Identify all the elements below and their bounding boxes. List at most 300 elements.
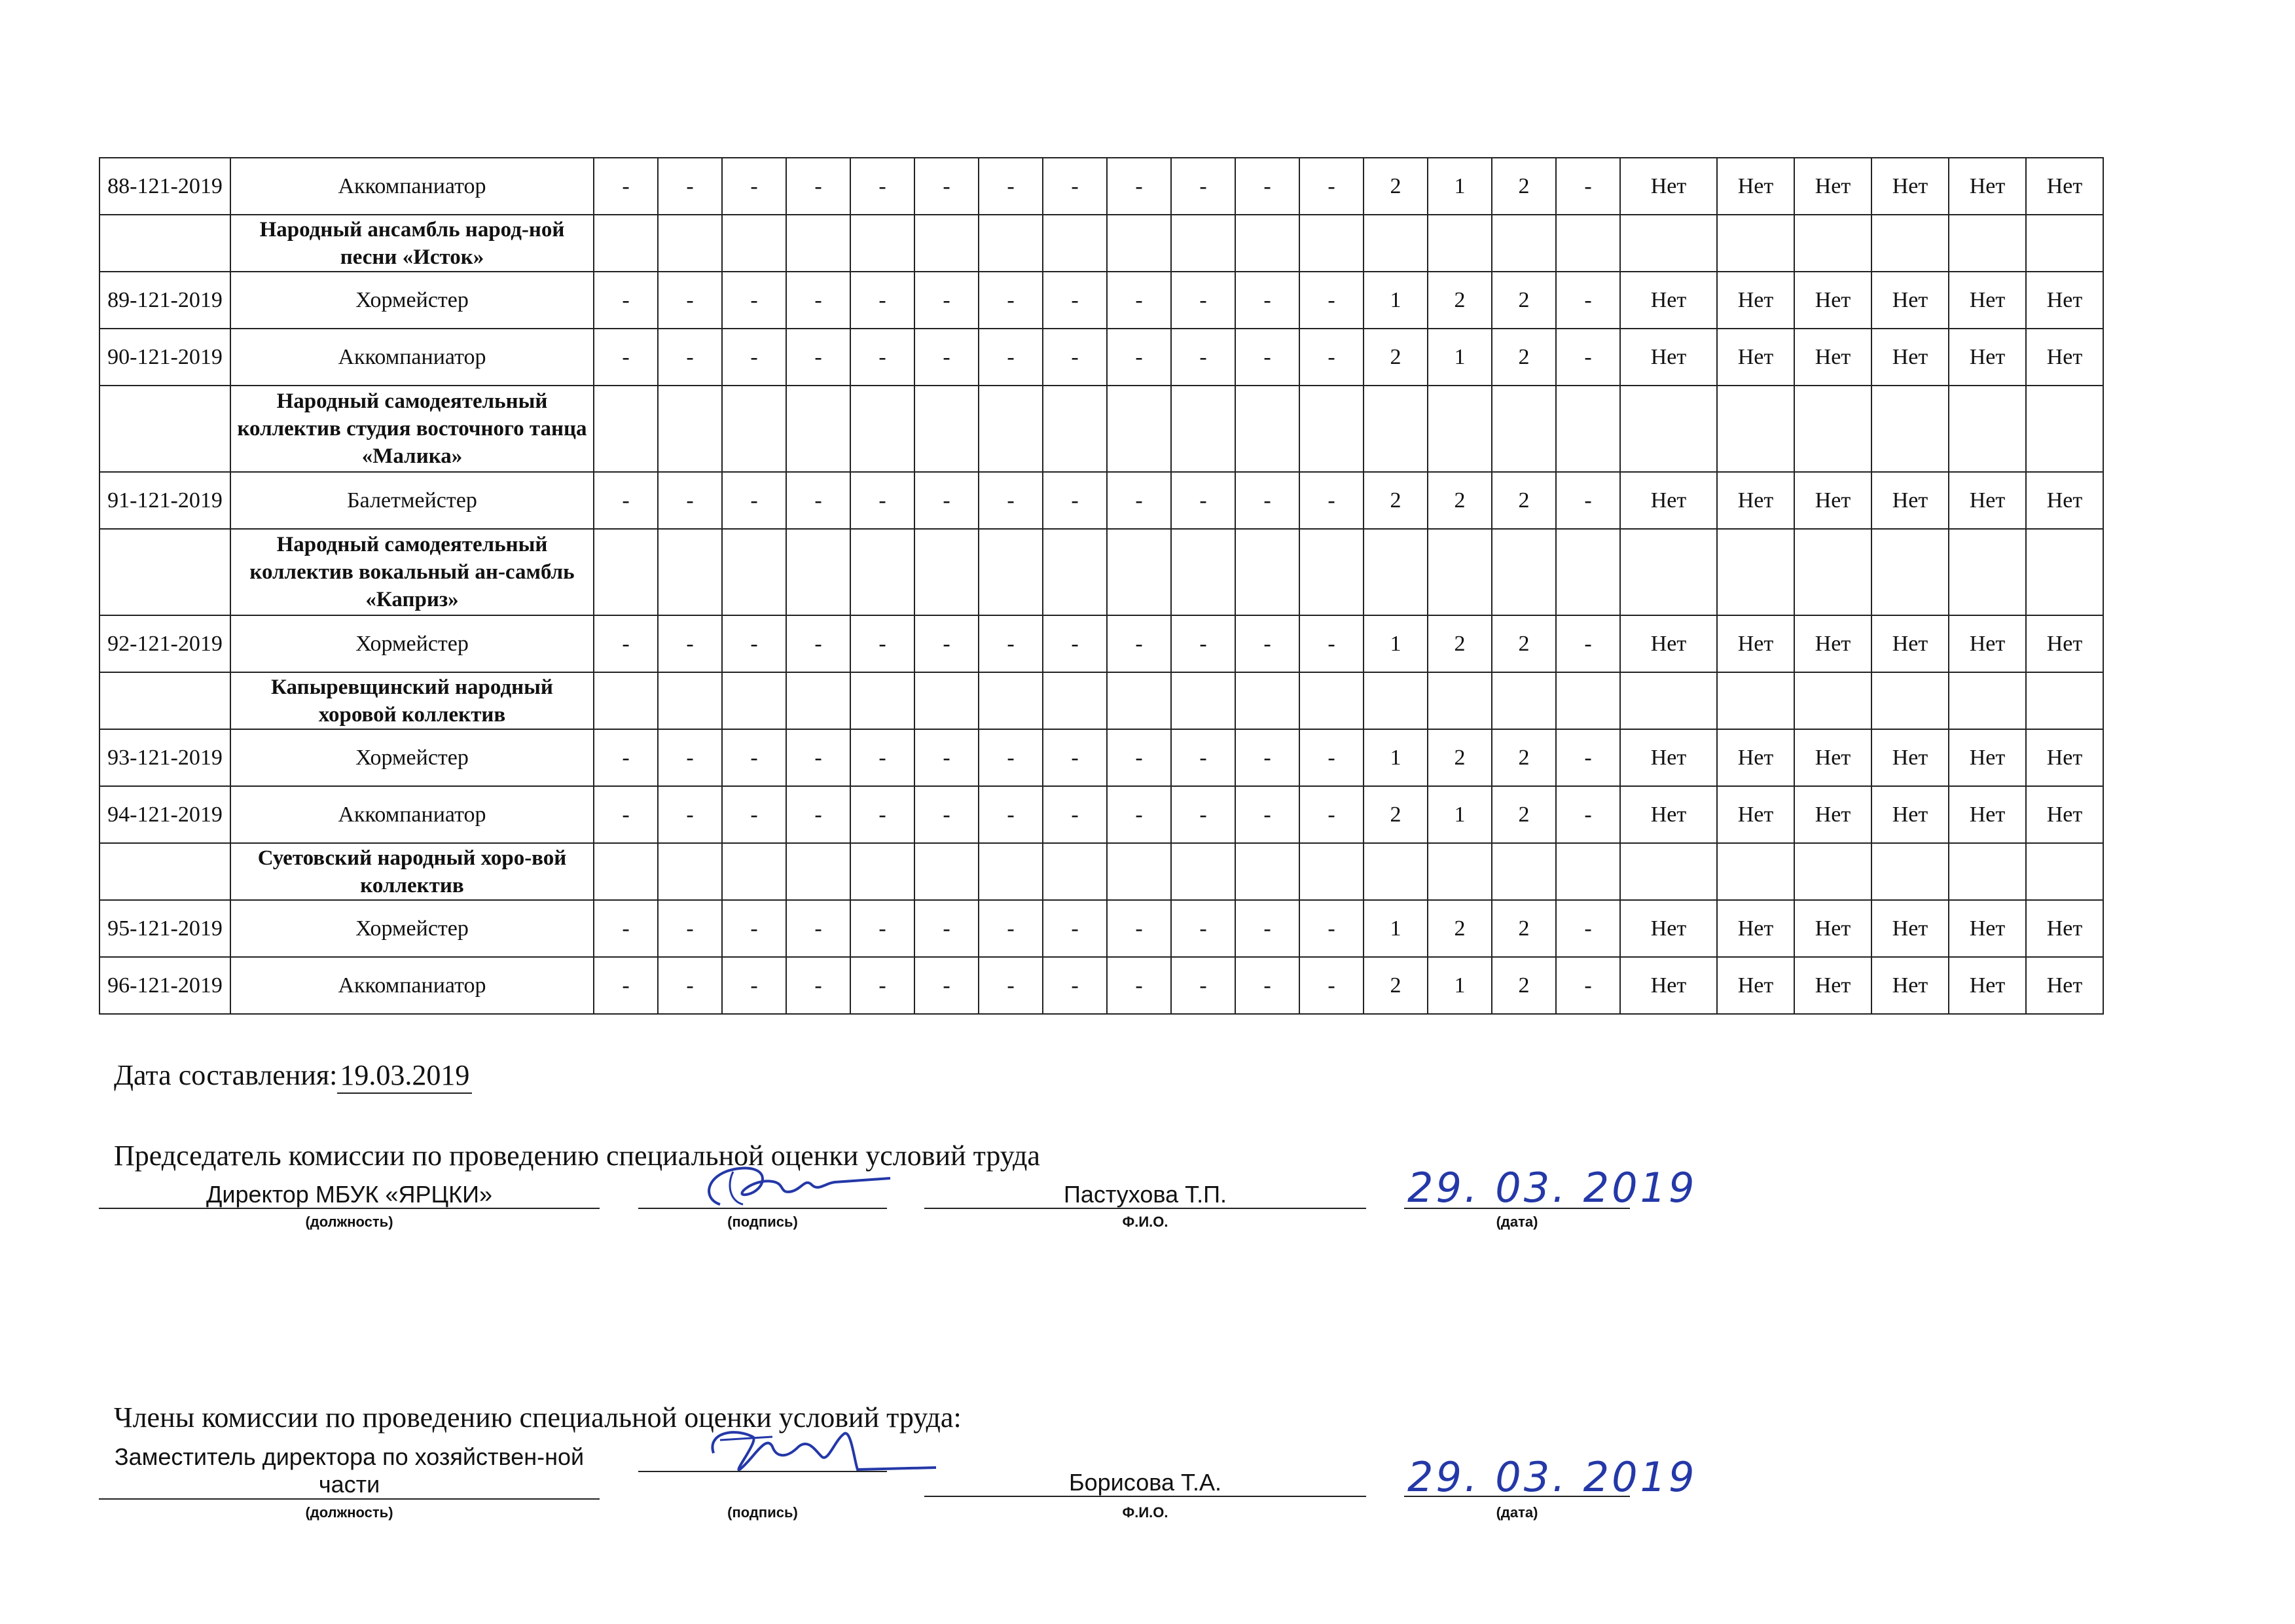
chairman-fio: Пастухова Т.П.	[924, 1182, 1366, 1209]
flag-cell: Нет	[1717, 729, 1794, 786]
empty-cell	[1717, 386, 1794, 472]
dash-cell: -	[979, 615, 1043, 672]
empty-cell	[786, 843, 850, 900]
flag-cell: Нет	[2026, 786, 2103, 843]
empty-cell	[594, 215, 658, 272]
empty-cell	[658, 672, 722, 729]
flag-cell: Нет	[1949, 957, 2026, 1014]
flag-cell: Нет	[2026, 729, 2103, 786]
dash-cell: -	[979, 329, 1043, 386]
empty-cell	[722, 529, 786, 615]
empty-cell	[914, 215, 979, 272]
dash-cell: -	[1235, 158, 1299, 215]
empty-cell	[1949, 672, 2026, 729]
empty-cell	[1794, 672, 1871, 729]
empty-cell	[1171, 672, 1235, 729]
empty-cell	[850, 843, 914, 900]
dash-cell: -	[850, 472, 914, 529]
empty-cell	[658, 843, 722, 900]
empty-cell	[1428, 386, 1492, 472]
flag-cell: Нет	[1949, 729, 2026, 786]
empty-cell	[658, 215, 722, 272]
empty-cell	[1717, 215, 1794, 272]
dash-cell: -	[786, 900, 850, 957]
empty-cell	[1235, 672, 1299, 729]
dash-cell: -	[979, 729, 1043, 786]
dash-cell: -	[1299, 957, 1364, 1014]
job-title-cell: Хормейстер	[230, 615, 594, 672]
flag-cell: Нет	[1717, 472, 1794, 529]
empty-cell	[1107, 215, 1171, 272]
empty-cell	[1949, 529, 2026, 615]
value-cell: 2	[1492, 472, 1556, 529]
value-cell: 2	[1364, 786, 1428, 843]
flag-cell: Нет	[2026, 272, 2103, 329]
chairman-fio-caption: Ф.И.О.	[1122, 1214, 1168, 1230]
dash-cell: -	[722, 472, 786, 529]
flag-cell: Нет	[1794, 900, 1871, 957]
value-cell: 2	[1492, 729, 1556, 786]
flag-cell: Нет	[1949, 272, 2026, 329]
value-cell: 2	[1428, 900, 1492, 957]
empty-cell	[1556, 529, 1620, 615]
dash-cell: -	[594, 329, 658, 386]
workplace-number-cell: 94-121-2019	[99, 786, 230, 843]
members-section-title: Члены комиссии по проведению специальной оценки условий труда:	[114, 1401, 962, 1434]
flag-cell: Нет	[1871, 472, 1949, 529]
dash-cell: -	[1235, 615, 1299, 672]
empty-cell	[2026, 215, 2103, 272]
workplace-number-cell	[99, 386, 230, 472]
empty-cell	[914, 386, 979, 472]
flag-cell: Нет	[1717, 158, 1794, 215]
empty-cell	[1299, 529, 1364, 615]
flag-cell: Нет	[1871, 329, 1949, 386]
dash-cell: -	[722, 786, 786, 843]
dash-cell: -	[786, 329, 850, 386]
empty-cell	[1107, 672, 1171, 729]
dash-cell: -	[914, 900, 979, 957]
value-cell: -	[1556, 158, 1620, 215]
dash-cell: -	[1043, 472, 1107, 529]
dash-cell: -	[914, 615, 979, 672]
empty-cell	[1492, 215, 1556, 272]
workplace-number-cell: 90-121-2019	[99, 329, 230, 386]
empty-cell	[1043, 672, 1107, 729]
dash-cell: -	[786, 729, 850, 786]
flag-cell: Нет	[1871, 957, 1949, 1014]
compilation-date-label: Дата составления:	[114, 1059, 338, 1091]
chairman-position: Директор МБУК «ЯРЦКИ»	[99, 1182, 600, 1209]
empty-cell	[722, 386, 786, 472]
dash-cell: -	[722, 615, 786, 672]
empty-cell	[1235, 529, 1299, 615]
dash-cell: -	[1107, 900, 1171, 957]
dash-cell: -	[658, 786, 722, 843]
dash-cell: -	[1299, 472, 1364, 529]
chairman-signature	[694, 1159, 903, 1218]
dash-cell: -	[1171, 158, 1235, 215]
dash-cell: -	[722, 729, 786, 786]
workplace-number-cell: 89-121-2019	[99, 272, 230, 329]
empty-cell	[1492, 843, 1556, 900]
value-cell: 2	[1428, 615, 1492, 672]
empty-cell	[1043, 386, 1107, 472]
flag-cell: Нет	[2026, 615, 2103, 672]
empty-cell	[1620, 215, 1717, 272]
dash-cell: -	[979, 957, 1043, 1014]
value-cell: 1	[1364, 615, 1428, 672]
empty-cell	[1871, 529, 1949, 615]
dash-cell: -	[1043, 729, 1107, 786]
flag-cell: Нет	[1717, 272, 1794, 329]
job-title-cell: Хормейстер	[230, 729, 594, 786]
empty-cell	[1235, 386, 1299, 472]
empty-cell	[1364, 672, 1428, 729]
dash-cell: -	[1235, 272, 1299, 329]
chairman-position-caption: (должность)	[305, 1214, 393, 1230]
flag-cell: Нет	[1794, 158, 1871, 215]
members-fio-caption: Ф.И.О.	[1122, 1504, 1168, 1521]
dash-cell: -	[1043, 158, 1107, 215]
dash-cell: -	[1107, 329, 1171, 386]
value-cell: -	[1556, 472, 1620, 529]
workplace-number-cell: 91-121-2019	[99, 472, 230, 529]
empty-cell	[722, 843, 786, 900]
flag-cell: Нет	[1717, 329, 1794, 386]
empty-cell	[914, 843, 979, 900]
flag-cell: Нет	[1794, 786, 1871, 843]
empty-cell	[1428, 529, 1492, 615]
value-cell: 1	[1428, 329, 1492, 386]
workplace-number-cell	[99, 529, 230, 615]
empty-cell	[2026, 672, 2103, 729]
empty-cell	[1620, 843, 1717, 900]
flag-cell: Нет	[2026, 472, 2103, 529]
dash-cell: -	[658, 900, 722, 957]
members-signature-caption: (подпись)	[727, 1504, 798, 1521]
value-cell: 1	[1364, 900, 1428, 957]
dash-cell: -	[1235, 786, 1299, 843]
empty-cell	[1364, 529, 1428, 615]
dash-cell: -	[850, 615, 914, 672]
empty-cell	[1794, 529, 1871, 615]
dash-cell: -	[594, 158, 658, 215]
dash-cell: -	[786, 472, 850, 529]
dash-cell: -	[850, 957, 914, 1014]
members-handwritten-date: 29. 03. 2019	[1407, 1453, 1697, 1501]
job-title-cell: Балетмейстер	[230, 472, 594, 529]
dash-cell: -	[594, 729, 658, 786]
value-cell: -	[1556, 729, 1620, 786]
empty-cell	[1107, 843, 1171, 900]
flag-cell: Нет	[1949, 900, 2026, 957]
dash-cell: -	[850, 786, 914, 843]
flag-cell: Нет	[2026, 329, 2103, 386]
empty-cell	[1364, 215, 1428, 272]
flag-cell: Нет	[1794, 957, 1871, 1014]
flag-cell: Нет	[1794, 472, 1871, 529]
empty-cell	[1620, 529, 1717, 615]
empty-cell	[1235, 215, 1299, 272]
dash-cell: -	[914, 472, 979, 529]
chairman-handwritten-date: 29. 03. 2019	[1407, 1164, 1697, 1212]
flag-cell: Нет	[1717, 900, 1794, 957]
empty-cell	[594, 843, 658, 900]
dash-cell: -	[1235, 900, 1299, 957]
empty-cell	[850, 215, 914, 272]
empty-cell	[1620, 672, 1717, 729]
flag-cell: Нет	[1620, 957, 1717, 1014]
empty-cell	[979, 843, 1043, 900]
dash-cell: -	[1107, 729, 1171, 786]
value-cell: 2	[1492, 272, 1556, 329]
empty-cell	[1364, 843, 1428, 900]
workplace-number-cell: 96-121-2019	[99, 957, 230, 1014]
value-cell: -	[1556, 272, 1620, 329]
members-position-caption: (должность)	[305, 1504, 393, 1521]
flag-cell: Нет	[1717, 615, 1794, 672]
group-name-cell: Народный самодеятельный коллектив вокальный ан-самбль «Каприз»	[230, 529, 594, 615]
dash-cell: -	[786, 615, 850, 672]
dash-cell: -	[1171, 329, 1235, 386]
empty-cell	[1299, 672, 1364, 729]
dash-cell: -	[1171, 957, 1235, 1014]
flag-cell: Нет	[1949, 472, 2026, 529]
dash-cell: -	[1171, 900, 1235, 957]
empty-cell	[1794, 843, 1871, 900]
workplace-number-cell	[99, 215, 230, 272]
empty-cell	[979, 672, 1043, 729]
value-cell: -	[1556, 900, 1620, 957]
empty-cell	[914, 529, 979, 615]
flag-cell: Нет	[1949, 786, 2026, 843]
empty-cell	[1556, 386, 1620, 472]
workplace-number-cell: 95-121-2019	[99, 900, 230, 957]
empty-cell	[1043, 215, 1107, 272]
dash-cell: -	[1235, 729, 1299, 786]
empty-cell	[722, 215, 786, 272]
empty-cell	[979, 215, 1043, 272]
value-cell: 2	[1364, 329, 1428, 386]
empty-cell	[1871, 843, 1949, 900]
empty-cell	[850, 529, 914, 615]
empty-cell	[850, 672, 914, 729]
flag-cell: Нет	[1871, 158, 1949, 215]
flag-cell: Нет	[1794, 329, 1871, 386]
dash-cell: -	[914, 729, 979, 786]
dash-cell: -	[1043, 786, 1107, 843]
flag-cell: Нет	[1949, 329, 2026, 386]
dash-cell: -	[1299, 329, 1364, 386]
value-cell: 2	[1492, 957, 1556, 1014]
dash-cell: -	[1171, 272, 1235, 329]
dash-cell: -	[594, 472, 658, 529]
group-name-cell: Суетовский народный хоро-вой коллектив	[230, 843, 594, 900]
value-cell: 1	[1364, 272, 1428, 329]
empty-cell	[1428, 843, 1492, 900]
empty-cell	[1871, 215, 1949, 272]
flag-cell: Нет	[1871, 615, 1949, 672]
dash-cell: -	[1235, 472, 1299, 529]
group-name-cell: Народный ансамбль народ-ной песни «Исток»	[230, 215, 594, 272]
job-title-cell: Хормейстер	[230, 272, 594, 329]
dash-cell: -	[658, 957, 722, 1014]
table-row	[99, 900, 2103, 957]
flag-cell: Нет	[1620, 615, 1717, 672]
empty-cell	[594, 529, 658, 615]
dash-cell: -	[979, 158, 1043, 215]
flag-cell: Нет	[1620, 472, 1717, 529]
value-cell: 2	[1492, 615, 1556, 672]
dash-cell: -	[1299, 900, 1364, 957]
table-group-row	[99, 215, 2103, 272]
chairman-signature-caption: (подпись)	[727, 1214, 798, 1230]
dash-cell: -	[594, 786, 658, 843]
empty-cell	[1171, 529, 1235, 615]
empty-cell	[594, 672, 658, 729]
dash-cell: -	[1107, 472, 1171, 529]
dash-cell: -	[850, 900, 914, 957]
table-body	[99, 158, 2103, 1014]
empty-cell	[1171, 843, 1235, 900]
dash-cell: -	[1043, 615, 1107, 672]
dash-cell: -	[1171, 472, 1235, 529]
empty-cell	[1949, 843, 2026, 900]
flag-cell: Нет	[1949, 615, 2026, 672]
dash-cell: -	[722, 158, 786, 215]
value-cell: 1	[1428, 158, 1492, 215]
empty-cell	[1043, 529, 1107, 615]
dash-cell: -	[658, 472, 722, 529]
empty-cell	[1299, 386, 1364, 472]
workplace-number-cell: 88-121-2019	[99, 158, 230, 215]
table-group-row	[99, 386, 2103, 472]
dash-cell: -	[1043, 957, 1107, 1014]
flag-cell: Нет	[1717, 786, 1794, 843]
flag-cell: Нет	[1717, 957, 1794, 1014]
value-cell: 2	[1492, 329, 1556, 386]
empty-cell	[1949, 386, 2026, 472]
job-title-cell: Аккомпаниатор	[230, 329, 594, 386]
table-group-row	[99, 843, 2103, 900]
empty-cell	[1717, 672, 1794, 729]
empty-cell	[594, 386, 658, 472]
members-position: Заместитель директора по хозяйствен-ной части	[99, 1443, 600, 1500]
compilation-date-value: 19.03.2019	[337, 1059, 472, 1094]
table-row	[99, 329, 2103, 386]
empty-cell	[1428, 672, 1492, 729]
dash-cell: -	[1043, 272, 1107, 329]
empty-cell	[2026, 386, 2103, 472]
table-row	[99, 957, 2103, 1014]
empty-cell	[1717, 529, 1794, 615]
workplace-number-cell	[99, 843, 230, 900]
dash-cell: -	[1299, 272, 1364, 329]
value-cell: 2	[1492, 786, 1556, 843]
members-fio: Борисова Т.А.	[924, 1470, 1366, 1497]
dash-cell: -	[850, 729, 914, 786]
flag-cell: Нет	[2026, 158, 2103, 215]
compilation-date	[114, 1058, 472, 1092]
dash-cell: -	[979, 472, 1043, 529]
dash-cell: -	[850, 329, 914, 386]
value-cell: -	[1556, 786, 1620, 843]
value-cell: 1	[1428, 957, 1492, 1014]
empty-cell	[1428, 215, 1492, 272]
table-group-row	[99, 672, 2103, 729]
dash-cell: -	[1107, 615, 1171, 672]
flag-cell: Нет	[1620, 900, 1717, 957]
job-title-cell: Аккомпаниатор	[230, 158, 594, 215]
dash-cell: -	[594, 900, 658, 957]
dash-cell: -	[914, 957, 979, 1014]
empty-cell	[1492, 672, 1556, 729]
job-title-cell: Хормейстер	[230, 900, 594, 957]
empty-cell	[786, 386, 850, 472]
value-cell: 2	[1428, 472, 1492, 529]
table-row	[99, 472, 2103, 529]
empty-cell	[1364, 386, 1428, 472]
value-cell: -	[1556, 615, 1620, 672]
dash-cell: -	[1299, 615, 1364, 672]
dash-cell: -	[1043, 329, 1107, 386]
dash-cell: -	[1299, 786, 1364, 843]
dash-cell: -	[658, 615, 722, 672]
empty-cell	[658, 386, 722, 472]
workplace-number-cell	[99, 672, 230, 729]
table-row	[99, 729, 2103, 786]
workplace-number-cell: 92-121-2019	[99, 615, 230, 672]
empty-cell	[786, 672, 850, 729]
flag-cell: Нет	[1620, 329, 1717, 386]
dash-cell: -	[1235, 329, 1299, 386]
flag-cell: Нет	[1620, 272, 1717, 329]
dash-cell: -	[722, 329, 786, 386]
dash-cell: -	[979, 272, 1043, 329]
value-cell: -	[1556, 957, 1620, 1014]
flag-cell: Нет	[1794, 729, 1871, 786]
members-date-caption: (дата)	[1496, 1504, 1538, 1521]
empty-cell	[2026, 843, 2103, 900]
dash-cell: -	[594, 957, 658, 1014]
dash-cell: -	[786, 957, 850, 1014]
flag-cell: Нет	[1871, 729, 1949, 786]
empty-cell	[722, 672, 786, 729]
value-cell: 2	[1364, 158, 1428, 215]
empty-cell	[1492, 386, 1556, 472]
empty-cell	[1043, 843, 1107, 900]
dash-cell: -	[1299, 729, 1364, 786]
dash-cell: -	[786, 786, 850, 843]
empty-cell	[658, 529, 722, 615]
empty-cell	[1556, 672, 1620, 729]
value-cell: 2	[1428, 729, 1492, 786]
empty-cell	[979, 529, 1043, 615]
dash-cell: -	[979, 900, 1043, 957]
table-row	[99, 272, 2103, 329]
empty-cell	[850, 386, 914, 472]
dash-cell: -	[786, 158, 850, 215]
empty-cell	[1171, 386, 1235, 472]
empty-cell	[914, 672, 979, 729]
dash-cell: -	[658, 272, 722, 329]
group-name-cell: Капыревщинский народный хоровой коллектив	[230, 672, 594, 729]
table-row	[99, 615, 2103, 672]
dash-cell: -	[1107, 272, 1171, 329]
empty-cell	[1107, 529, 1171, 615]
flag-cell: Нет	[1794, 615, 1871, 672]
